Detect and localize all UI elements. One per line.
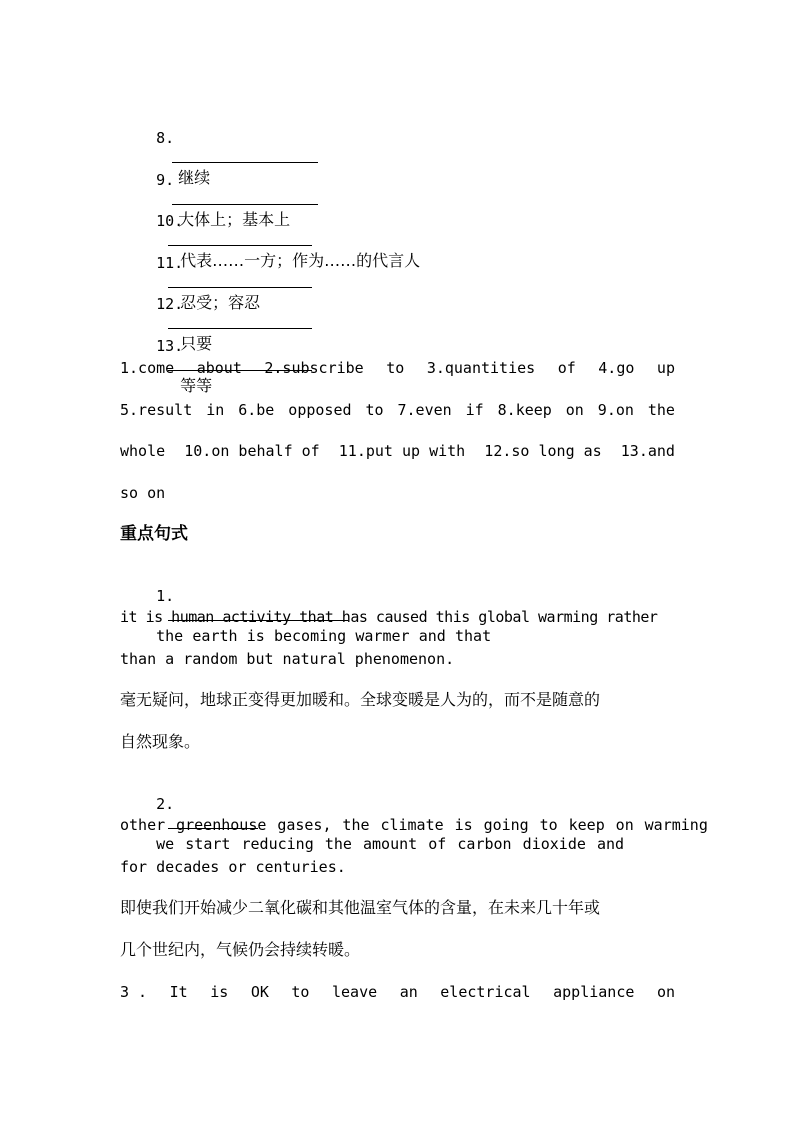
sentence-word: amount <box>363 835 418 853</box>
answer-word: 8.keep <box>497 401 552 419</box>
answer-word: about <box>196 359 242 377</box>
answer-word: 7.even <box>397 401 452 419</box>
sentence-word: is <box>210 983 229 1001</box>
sentence-2-translation-2: 几个世纪内，气候仍会持续转暖。 <box>120 940 361 959</box>
section-title: 重点句式 <box>120 524 188 544</box>
sentence-3-line-1 <box>120 982 675 1002</box>
sentence-word: an <box>399 983 418 1001</box>
sentence-word: 3 . <box>120 983 148 1001</box>
item-meaning: 代表……一方；作为……的代言人 <box>180 251 421 270</box>
sentence-word: and <box>596 835 625 853</box>
item-number: 11. <box>156 254 184 272</box>
sentence-1-line-3: than a random but natural phenomenon. <box>120 650 455 668</box>
sentence-word: keep <box>568 816 605 834</box>
answer-word: 12.so long as <box>484 442 602 460</box>
answer-word: of <box>557 359 576 377</box>
sentence-word: reducing <box>241 835 314 853</box>
answer-word: 5.result <box>120 401 193 419</box>
sentence-word: earth <box>192 627 238 645</box>
answer-word: 10.on behalf of <box>184 442 320 460</box>
answer-word: on <box>565 401 584 419</box>
answers-line-2 <box>120 400 675 420</box>
sentence-word: that <box>455 627 492 645</box>
sentence-number: 1. <box>156 587 175 605</box>
sentence-word: going <box>483 816 529 834</box>
answers-line-1 <box>120 358 675 378</box>
answer-word: up <box>656 359 675 377</box>
item-meaning: 忍受；容忍 <box>180 293 261 312</box>
sentence-word: becoming <box>273 627 347 645</box>
sentence-word: on <box>615 816 634 834</box>
sentence-word: greenhouse <box>176 816 267 834</box>
answer-word: 9.on <box>597 401 634 419</box>
sentence-word: start <box>185 835 231 853</box>
sentence-word: and <box>418 627 446 645</box>
sentence-word: gases, <box>277 816 332 834</box>
sentence-word: other <box>120 816 166 834</box>
answer-word: 1.come <box>120 359 175 377</box>
sentence-1-line-2: it is human activity that has caused this global warming rather <box>120 608 658 626</box>
answer-word: to <box>386 359 405 377</box>
sentence-word: electrical <box>440 983 531 1001</box>
answer-word: 6.be <box>238 401 275 419</box>
answer-word: in <box>206 401 225 419</box>
answer-word: to <box>365 401 384 419</box>
sentence-word: the <box>156 627 184 645</box>
sentence-word: carbon <box>457 835 512 853</box>
item-meaning: 继续 <box>178 168 211 187</box>
item-number: 10. <box>156 212 184 230</box>
item-number: 8. <box>156 129 175 147</box>
item-number: 12. <box>156 295 184 313</box>
sentence-2-line-2 <box>120 815 708 835</box>
answers-line-4: so on <box>120 484 166 502</box>
sentence-word: the <box>324 835 352 853</box>
answer-word: 2.subscribe <box>264 359 364 377</box>
sentence-word: warmer <box>355 627 410 645</box>
sentence-word: of <box>428 835 447 853</box>
answer-word: 11.put up with <box>338 442 466 460</box>
item-meaning: 只要 <box>180 334 213 353</box>
sentence-number: 2. <box>156 795 175 813</box>
answer-word: 3.quantities <box>426 359 536 377</box>
sentence-word: It <box>169 983 188 1001</box>
answer-word: 13.and <box>620 442 675 460</box>
sentence-1-translation-1: 毫无疑问，地球正变得更加暖和。全球变暖是人为的，而不是随意的 <box>120 690 601 709</box>
sentence-word: is <box>454 816 473 834</box>
answer-word: whole <box>120 442 166 460</box>
sentence-word: on <box>656 983 675 1001</box>
sentence-word: the <box>342 816 370 834</box>
sentence-2-line-3: for decades or centuries. <box>120 858 346 876</box>
answer-word: opposed <box>288 401 352 419</box>
sentence-word: we <box>156 835 175 853</box>
sentence-2-translation-1: 即使我们开始减少二氧化碳和其他温室气体的含量，在未来几十年或 <box>120 898 601 917</box>
sentence-word: to <box>291 983 310 1001</box>
sentence-word: OK <box>250 983 269 1001</box>
sentence-word: leave <box>332 983 378 1001</box>
item-meaning: 等等 <box>180 376 213 395</box>
sentence-word: to <box>539 816 558 834</box>
sentence-word: is <box>246 627 265 645</box>
item-number: 9. <box>156 171 175 189</box>
answer-word: the <box>647 401 675 419</box>
sentence-1-translation-2: 自然现象。 <box>120 732 201 751</box>
item-meaning: 大体上；基本上 <box>178 210 291 229</box>
sentence-word: warming <box>644 816 708 834</box>
answers-line-3 <box>120 441 675 461</box>
answer-word: if <box>465 401 484 419</box>
sentence-word: dioxide <box>522 835 586 853</box>
sentence-word: climate <box>380 816 444 834</box>
answer-word: 4.go <box>598 359 635 377</box>
sentence-word: appliance <box>553 983 635 1001</box>
item-number: 13. <box>156 337 184 355</box>
